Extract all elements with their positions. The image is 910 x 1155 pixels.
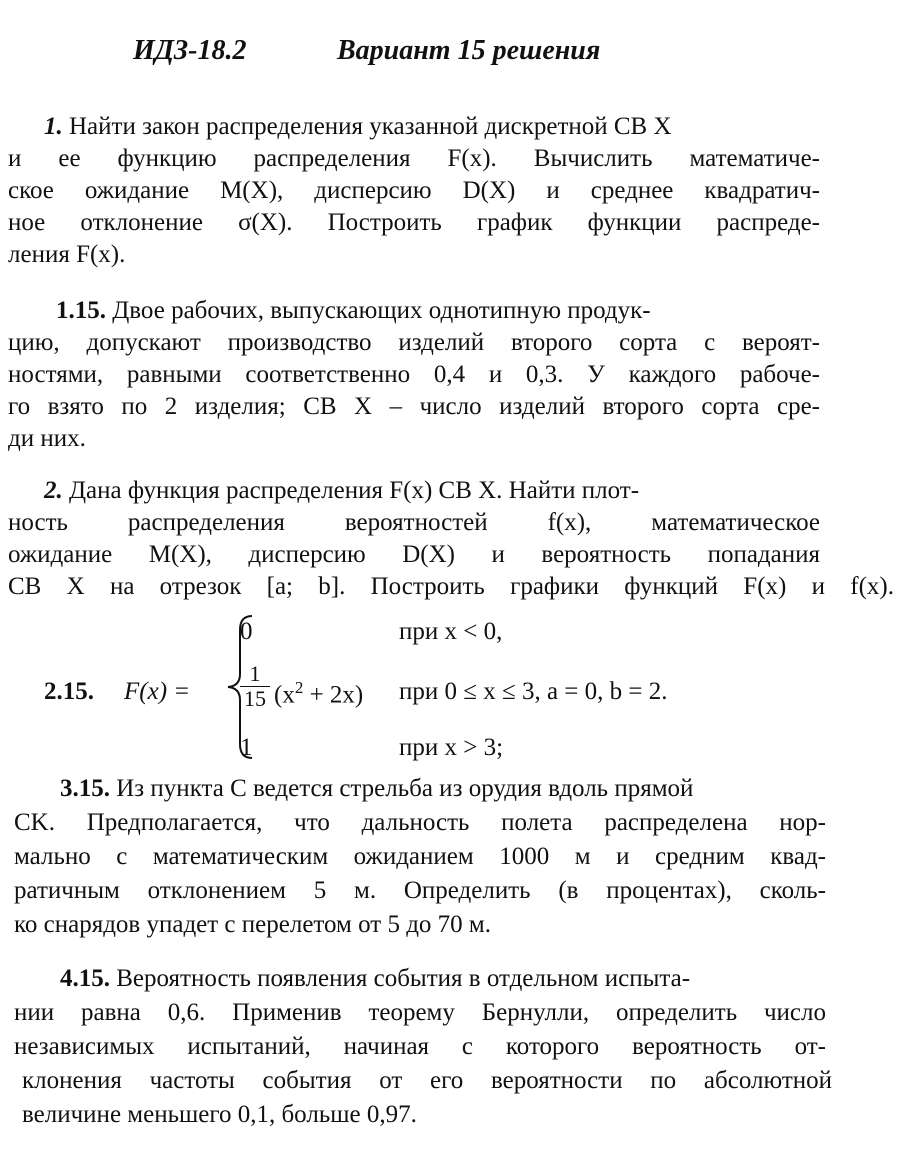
task-1-line <box>44 112 820 142</box>
task-2-line: СВ X на отрезок [a; b]. Построить графики функций F(x) и f(x). <box>8 573 894 600</box>
formula-fraction <box>240 662 270 711</box>
task-text: Двое рабочих, выпускающих однотипную продук- <box>112 297 651 324</box>
task-2-line: ожидание M(X), дисперсию D(X) и вероятность попадания <box>8 541 820 568</box>
formula-row1-condition: при x < 0, <box>399 618 503 645</box>
task-2-line: ность распределения вероятностей f(x), математическое <box>8 509 820 536</box>
task-4-15-line: клонения частоты события от его вероятности по абсолютной <box>22 1067 832 1094</box>
formula-label: 2.15. <box>44 678 94 705</box>
fraction-denominator: 15 <box>244 686 266 711</box>
task-1-line: ное отклонение σ(X). Построить график функции распреде- <box>8 209 820 236</box>
variant-title: Вариант 15 решения <box>337 35 601 66</box>
formula-row3-value: 1 <box>240 734 253 761</box>
task-text: Вероятность появления события в отдельном испыта- <box>116 965 691 992</box>
formula-row1-value: 0 <box>240 618 253 645</box>
fraction-numerator: 1 <box>240 662 270 687</box>
task-number: 1.15. <box>56 297 106 324</box>
task-number: 2. <box>44 477 63 504</box>
expr-part: + 2x) <box>303 681 364 709</box>
task-1-15-line: ди них. <box>8 425 86 452</box>
task-1-15-line: цию, допускают производство изделий второго сорта с вероят- <box>8 329 820 356</box>
formula-row3-condition: при x > 3; <box>399 734 504 761</box>
task-3-15-line: ратичным отклонением 5 м. Определить (в процентах), сколь- <box>14 877 826 904</box>
formula-row2-condition: при 0 ≤ x ≤ 3, a = 0, b = 2. <box>399 678 668 705</box>
task-1-line: и ее функцию распределения F(x). Вычислить математиче- <box>8 145 820 172</box>
task-number: 3.15. <box>60 775 110 802</box>
task-1-line: ления F(x). <box>8 241 126 268</box>
task-4-15-line: величине меньшего 0,1, больше 0,97. <box>22 1101 417 1128</box>
task-number: 4.15. <box>60 965 110 992</box>
task-number: 1. <box>44 113 63 140</box>
formula-row2-expression <box>274 678 363 709</box>
task-4-15-line: нии равна 0,6. Применив теорему Бернулли, определить число <box>14 999 826 1026</box>
task-3-15-line <box>60 774 826 804</box>
task-3-15-line: мально с математическим ожиданием 1000 м и средним квад- <box>14 843 826 870</box>
task-1-15-line <box>56 296 820 326</box>
task-4-15-line: независимых испытаний, начиная с которого вероятность от- <box>14 1033 826 1060</box>
formula-lhs: F(x) = <box>124 678 191 705</box>
task-text: Найти закон распределения указанной дискретной СВ X <box>69 113 672 140</box>
task-1-15-line: ностями, равными соответственно 0,4 и 0,3. У каждого рабоче- <box>8 361 820 388</box>
document-id: ИДЗ-18.2 <box>133 35 247 66</box>
task-4-15-line <box>60 964 826 994</box>
task-1-line: ское ожидание M(X), дисперсию D(X) и среднее квадратич- <box>8 177 820 204</box>
task-1-15-line: го взято по 2 изделия; СВ X – число изделий второго сорта сре- <box>8 393 820 420</box>
task-text: Дана функция распределения F(x) СВ X. Найти плот- <box>69 477 640 504</box>
task-2-line <box>44 476 820 506</box>
task-text: Из пункта C ведется стрельба из орудия вдоль прямой <box>116 775 694 802</box>
task-3-15-line: CK. Предполагается, что дальность полета распределена нор- <box>14 809 826 836</box>
expr-part: (x <box>274 681 295 709</box>
piecewise-formula <box>44 612 804 772</box>
expr-exponent: 2 <box>294 678 304 697</box>
task-3-15-line: ко снарядов упадет с перелетом от 5 до 70 м. <box>14 911 492 938</box>
